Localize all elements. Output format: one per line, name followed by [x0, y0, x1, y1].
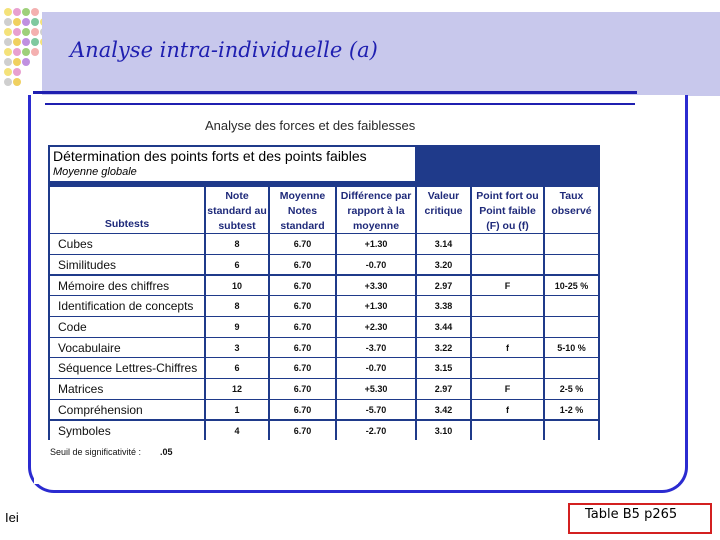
table-value: 6	[234, 363, 240, 374]
reference-text: Table B5 p265	[585, 507, 678, 522]
decorative-dot	[13, 68, 21, 76]
subtest-name: Matrices	[58, 382, 104, 397]
decorative-dot	[22, 8, 30, 16]
table-title: Détermination des points forts et des points faibles	[53, 148, 367, 164]
table-value: +2.30	[364, 322, 388, 332]
column-header: Valeur critique	[424, 190, 463, 217]
table-value: 6.70	[293, 425, 312, 436]
table-value: 12	[231, 384, 242, 395]
table-value: +1.30	[364, 301, 388, 312]
column-header: Subtests	[104, 218, 150, 230]
decorative-dot	[13, 78, 21, 86]
slide-title: Analyse intra-individuelle (a)	[70, 38, 378, 62]
table-value: 6.70	[293, 404, 312, 415]
decorative-dot	[13, 48, 21, 56]
table-value: f	[506, 404, 509, 415]
subtest-name: Identification de concepts	[58, 299, 194, 314]
decorative-dot	[31, 18, 39, 26]
table-value: 9	[234, 322, 240, 332]
table-value: -2.70	[365, 425, 387, 436]
decorative-dot	[22, 28, 30, 36]
table-value: 3.10	[434, 425, 453, 436]
subtest-name: Vocabulaire	[58, 340, 121, 355]
column-header: Moyenne Notes standard	[279, 190, 326, 232]
table-subtitle: Moyenne globale	[53, 166, 137, 178]
table-value: 5-10 %	[557, 342, 586, 353]
table-value: 6.70	[293, 384, 312, 395]
table-value: 6.70	[293, 259, 312, 270]
table-cell	[472, 421, 543, 441]
table-value: 2.97	[434, 384, 453, 395]
table-value: 6.70	[293, 239, 312, 250]
table-cell	[472, 255, 543, 275]
table-value: 8	[234, 301, 240, 312]
table-value: +1.30	[364, 239, 388, 250]
table-cell	[472, 296, 543, 316]
subtest-name: Compréhension	[58, 402, 143, 417]
table-cell	[545, 317, 598, 337]
table-cell	[472, 317, 543, 337]
table-value: f	[506, 342, 509, 353]
decorative-dot	[22, 38, 30, 46]
table-value: 6.70	[293, 363, 312, 374]
table-value: 6.70	[293, 301, 312, 312]
table-value: 3.22	[434, 342, 453, 353]
table-value: -0.70	[365, 363, 387, 374]
table-value: 3.14	[434, 239, 453, 250]
subtest-name: Symboles	[58, 423, 111, 438]
table-value: 10-25 %	[554, 280, 589, 291]
table-cell	[545, 255, 598, 275]
decorative-dot	[31, 48, 39, 56]
subtest-name: Mémoire des chiffres	[58, 278, 170, 293]
decorative-dot	[22, 18, 30, 26]
table-cell	[472, 234, 543, 254]
decorative-dot	[4, 68, 12, 76]
table-value: -0.70	[365, 259, 387, 270]
decorative-dot	[13, 58, 21, 66]
table-value: 3.15	[434, 363, 453, 374]
table-value: +3.30	[364, 280, 388, 291]
column-header: Note standard au subtest	[207, 190, 267, 232]
subtest-name: Cubes	[58, 237, 93, 252]
table-value: 10	[231, 280, 242, 291]
decorative-dot	[31, 8, 39, 16]
table-value: 6.70	[293, 322, 312, 332]
decorative-dot	[4, 28, 12, 36]
table-value: F	[504, 384, 511, 395]
scan-title: Analyse des forces et des faiblesses	[205, 118, 416, 133]
footer-left-text: Iei	[5, 510, 19, 525]
table-value: 3.38	[434, 301, 453, 312]
table-value: 6.70	[293, 280, 312, 291]
table-value: 2.97	[434, 280, 453, 291]
table-value: F	[504, 280, 511, 291]
decorative-dot	[4, 48, 12, 56]
table-cell	[545, 358, 598, 378]
column-header: Différence par rapport à la moyenne	[340, 190, 412, 232]
column-header: Point fort ou Point faible (F) ou (f)	[476, 190, 539, 232]
table-value: +5.30	[364, 384, 388, 395]
decorative-dot	[31, 38, 39, 46]
table-value: 6	[234, 259, 240, 270]
subtest-name: Similitudes	[58, 257, 117, 272]
title-underline-inner	[45, 103, 635, 105]
table-value: 1-2 %	[559, 404, 584, 415]
table-value: -5.70	[365, 404, 387, 415]
decorative-dot	[31, 28, 39, 36]
decorative-dot	[22, 58, 30, 66]
table-value: 6.70	[293, 342, 312, 353]
table-cell	[472, 358, 543, 378]
decorative-dot	[13, 38, 21, 46]
title-underline	[33, 91, 637, 94]
subtest-name: Séquence Lettres-Chiffres	[58, 361, 198, 376]
decorative-dot	[4, 38, 12, 46]
table-value: -3.70	[365, 342, 387, 353]
decorative-dot	[4, 18, 12, 26]
table-value: 1	[234, 404, 240, 415]
table-cell	[545, 234, 598, 254]
table-value: 4	[234, 425, 240, 436]
table-value: 8	[234, 239, 240, 250]
significance-label: Seuil de significativité :	[50, 447, 142, 457]
column-header: Taux observé	[551, 190, 592, 217]
table-cell	[545, 421, 598, 441]
table-value: 3.44	[434, 322, 453, 332]
decorative-dot	[13, 8, 21, 16]
decorative-dot	[13, 18, 21, 26]
table-cell	[545, 296, 598, 316]
table-value: 3	[234, 342, 240, 353]
decorative-dot	[4, 8, 12, 16]
decorative-dot	[4, 58, 12, 66]
subtest-name: Code	[58, 320, 87, 334]
significance-value: .05	[160, 447, 173, 457]
decorative-dot	[13, 28, 21, 36]
table-value: 3.20	[434, 259, 453, 270]
decorative-dot	[4, 78, 12, 86]
table-value: 2-5 %	[559, 384, 584, 395]
table-value: 3.42	[434, 404, 453, 415]
decorative-dot	[22, 48, 30, 56]
